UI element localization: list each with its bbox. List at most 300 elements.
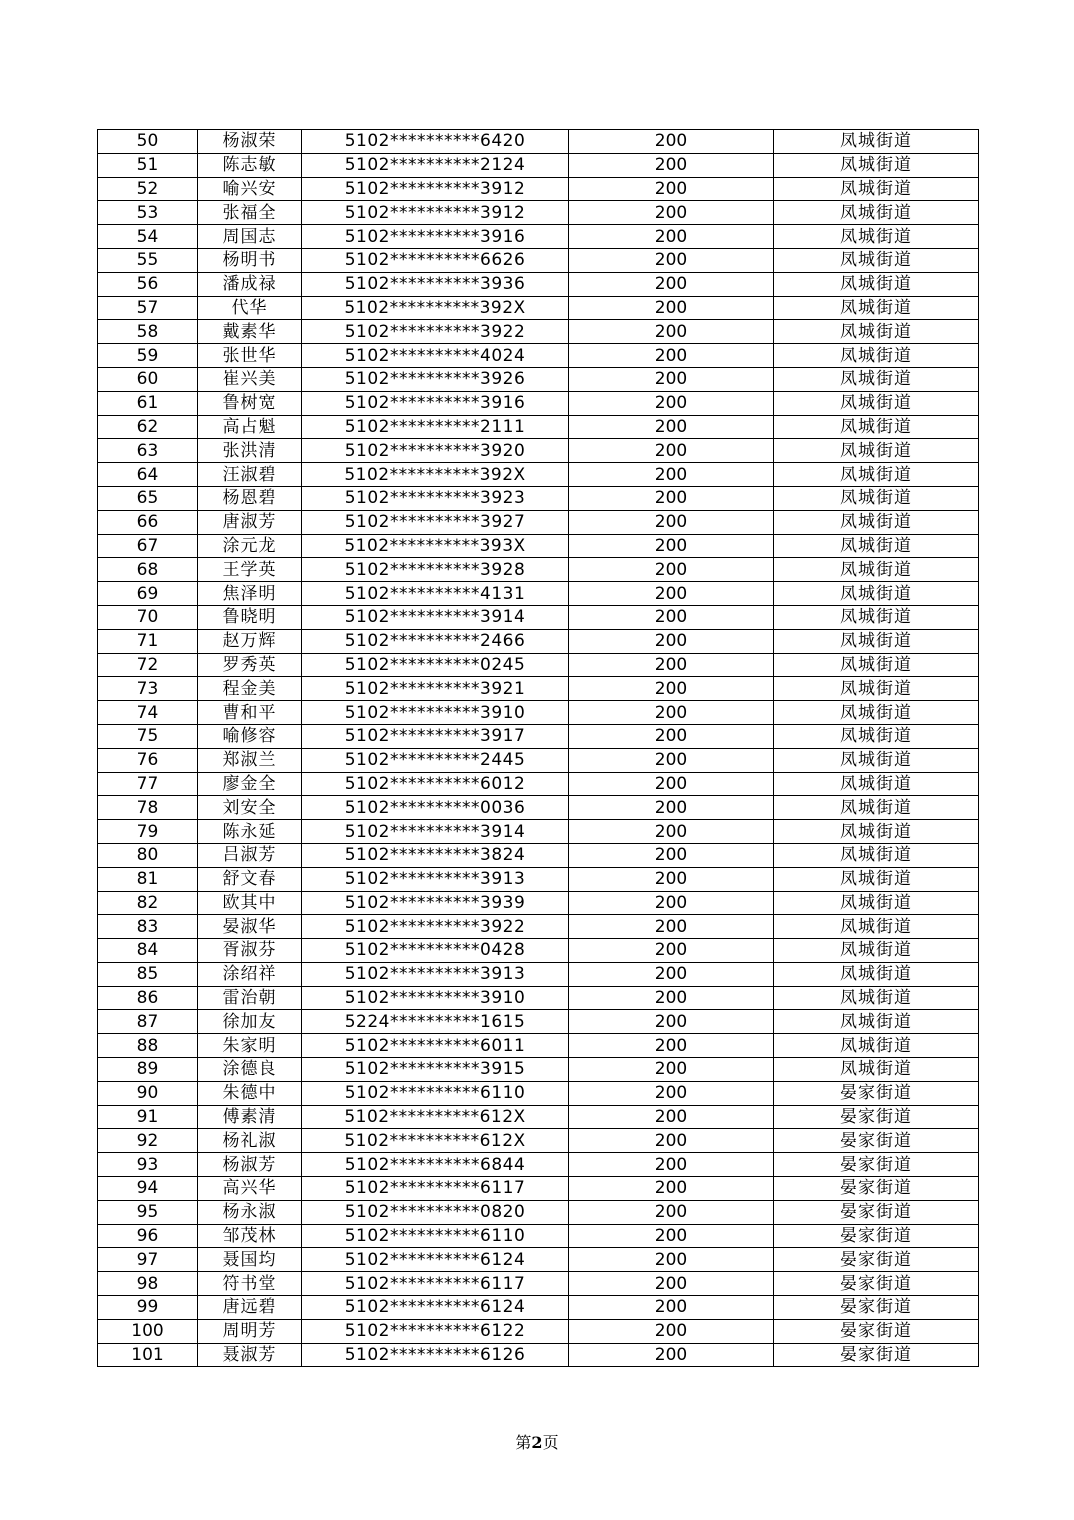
cell-subdistrict: 凤城街道 — [774, 772, 979, 796]
cell-id-number: 5102**********6844 — [302, 1153, 569, 1177]
table-row — [98, 510, 979, 534]
cell-name: 喻修容 — [198, 724, 302, 748]
cell-id-number: 5102**********6420 — [302, 130, 569, 154]
table-row — [98, 130, 979, 154]
table-row — [98, 415, 979, 439]
cell-id-number: 5102**********3926 — [302, 367, 569, 391]
table-row — [98, 1272, 979, 1296]
cell-name: 雷治朝 — [198, 986, 302, 1010]
cell-name: 焦泽明 — [198, 582, 302, 606]
table-row — [98, 272, 979, 296]
cell-subdistrict: 凤城街道 — [774, 986, 979, 1010]
cell-name: 张洪清 — [198, 439, 302, 463]
cell-name: 周国志 — [198, 225, 302, 249]
cell-number: 63 — [98, 439, 198, 463]
page-prefix: 第 — [515, 1433, 532, 1452]
cell-number: 51 — [98, 153, 198, 177]
cell-amount: 200 — [569, 748, 774, 772]
cell-id-number: 5102**********3824 — [302, 843, 569, 867]
cell-amount: 200 — [569, 724, 774, 748]
cell-id-number: 5102**********392X — [302, 463, 569, 487]
cell-number: 86 — [98, 986, 198, 1010]
table-row — [98, 177, 979, 201]
table-row — [98, 724, 979, 748]
cell-amount: 200 — [569, 653, 774, 677]
cell-name: 廖金全 — [198, 772, 302, 796]
cell-amount: 200 — [569, 272, 774, 296]
cell-subdistrict: 凤城街道 — [774, 701, 979, 725]
cell-name: 邹茂林 — [198, 1224, 302, 1248]
cell-subdistrict: 凤城街道 — [774, 796, 979, 820]
cell-subdistrict: 凤城街道 — [774, 439, 979, 463]
cell-number: 65 — [98, 486, 198, 510]
cell-subdistrict: 晏家街道 — [774, 1105, 979, 1129]
cell-name: 舒文春 — [198, 867, 302, 891]
cell-subdistrict: 凤城街道 — [774, 296, 979, 320]
cell-id-number: 5102**********3912 — [302, 201, 569, 225]
cell-number: 60 — [98, 367, 198, 391]
cell-number: 53 — [98, 201, 198, 225]
cell-name: 曹和平 — [198, 701, 302, 725]
table-row — [98, 344, 979, 368]
cell-name: 陈志敏 — [198, 153, 302, 177]
table-row — [98, 915, 979, 939]
cell-subdistrict: 凤城街道 — [774, 225, 979, 249]
cell-id-number: 5102**********3936 — [302, 272, 569, 296]
cell-amount: 200 — [569, 605, 774, 629]
cell-id-number: 5102**********6110 — [302, 1081, 569, 1105]
cell-subdistrict: 凤城街道 — [774, 463, 979, 487]
cell-name: 刘安全 — [198, 796, 302, 820]
cell-number: 54 — [98, 225, 198, 249]
cell-number: 94 — [98, 1177, 198, 1201]
cell-amount: 200 — [569, 130, 774, 154]
cell-id-number: 5102**********393X — [302, 534, 569, 558]
cell-subdistrict: 凤城街道 — [774, 558, 979, 582]
table-row — [98, 296, 979, 320]
table-row — [98, 677, 979, 701]
cell-number: 59 — [98, 344, 198, 368]
table-row — [98, 986, 979, 1010]
cell-amount: 200 — [569, 367, 774, 391]
cell-subdistrict: 晏家街道 — [774, 1129, 979, 1153]
cell-id-number: 5102**********6011 — [302, 1034, 569, 1058]
cell-name: 吕淑芳 — [198, 843, 302, 867]
cell-number: 80 — [98, 843, 198, 867]
cell-subdistrict: 晏家街道 — [774, 1272, 979, 1296]
table-row — [98, 1296, 979, 1320]
cell-name: 唐淑芳 — [198, 510, 302, 534]
cell-subdistrict: 凤城街道 — [774, 248, 979, 272]
cell-name: 戴素华 — [198, 320, 302, 344]
cell-amount: 200 — [569, 772, 774, 796]
cell-name: 胥淑芬 — [198, 939, 302, 963]
cell-name: 涂元龙 — [198, 534, 302, 558]
cell-number: 67 — [98, 534, 198, 558]
cell-id-number: 5102**********2445 — [302, 748, 569, 772]
cell-id-number: 5102**********3913 — [302, 962, 569, 986]
cell-amount: 200 — [569, 534, 774, 558]
cell-id-number: 5102**********3922 — [302, 320, 569, 344]
cell-subdistrict: 凤城街道 — [774, 1058, 979, 1082]
cell-id-number: 5102**********3914 — [302, 605, 569, 629]
cell-amount: 200 — [569, 1200, 774, 1224]
cell-id-number: 5224**********1615 — [302, 1010, 569, 1034]
cell-id-number: 5102**********6126 — [302, 1343, 569, 1367]
table-row — [98, 1153, 979, 1177]
cell-id-number: 5102**********6626 — [302, 248, 569, 272]
cell-number: 89 — [98, 1058, 198, 1082]
roster-table — [97, 129, 979, 1367]
cell-subdistrict: 凤城街道 — [774, 272, 979, 296]
cell-id-number: 5102**********3928 — [302, 558, 569, 582]
cell-subdistrict: 凤城街道 — [774, 677, 979, 701]
cell-name: 郑淑兰 — [198, 748, 302, 772]
cell-amount: 200 — [569, 225, 774, 249]
cell-amount: 200 — [569, 1010, 774, 1034]
cell-name: 崔兴美 — [198, 367, 302, 391]
cell-id-number: 5102**********3939 — [302, 891, 569, 915]
cell-subdistrict: 晏家街道 — [774, 1224, 979, 1248]
cell-id-number: 5102**********3916 — [302, 391, 569, 415]
cell-id-number: 5102**********6124 — [302, 1296, 569, 1320]
table-row — [98, 1248, 979, 1272]
cell-subdistrict: 晏家街道 — [774, 1081, 979, 1105]
cell-name: 涂德良 — [198, 1058, 302, 1082]
cell-name: 杨淑荣 — [198, 130, 302, 154]
cell-number: 77 — [98, 772, 198, 796]
cell-subdistrict: 凤城街道 — [774, 653, 979, 677]
cell-subdistrict: 凤城街道 — [774, 915, 979, 939]
cell-number: 98 — [98, 1272, 198, 1296]
cell-id-number: 5102**********6110 — [302, 1224, 569, 1248]
cell-amount: 200 — [569, 439, 774, 463]
table-row — [98, 320, 979, 344]
table-row — [98, 1319, 979, 1343]
cell-subdistrict: 凤城街道 — [774, 153, 979, 177]
table-row — [98, 248, 979, 272]
table-row — [98, 391, 979, 415]
cell-name: 高兴华 — [198, 1177, 302, 1201]
cell-amount: 200 — [569, 486, 774, 510]
cell-number: 85 — [98, 962, 198, 986]
cell-name: 杨明书 — [198, 248, 302, 272]
cell-name: 朱家明 — [198, 1034, 302, 1058]
cell-number: 79 — [98, 820, 198, 844]
cell-amount: 200 — [569, 1105, 774, 1129]
cell-amount: 200 — [569, 344, 774, 368]
cell-subdistrict: 凤城街道 — [774, 201, 979, 225]
cell-id-number: 5102**********3927 — [302, 510, 569, 534]
table-row — [98, 605, 979, 629]
cell-subdistrict: 晏家街道 — [774, 1296, 979, 1320]
cell-subdistrict: 凤城街道 — [774, 962, 979, 986]
cell-name: 张福全 — [198, 201, 302, 225]
cell-name: 涂绍祥 — [198, 962, 302, 986]
cell-number: 83 — [98, 915, 198, 939]
table-row — [98, 1081, 979, 1105]
cell-amount: 200 — [569, 629, 774, 653]
cell-number: 57 — [98, 296, 198, 320]
table-row — [98, 1105, 979, 1129]
cell-subdistrict: 凤城街道 — [774, 320, 979, 344]
table-row — [98, 939, 979, 963]
table-row — [98, 796, 979, 820]
cell-id-number: 5102**********3910 — [302, 701, 569, 725]
cell-number: 76 — [98, 748, 198, 772]
cell-subdistrict: 凤城街道 — [774, 534, 979, 558]
table-row — [98, 1034, 979, 1058]
cell-name: 赵万辉 — [198, 629, 302, 653]
cell-name: 聂淑芳 — [198, 1343, 302, 1367]
cell-subdistrict: 凤城街道 — [774, 843, 979, 867]
cell-id-number: 5102**********0820 — [302, 1200, 569, 1224]
cell-number: 68 — [98, 558, 198, 582]
cell-name: 代华 — [198, 296, 302, 320]
cell-subdistrict: 凤城街道 — [774, 486, 979, 510]
cell-subdistrict: 凤城街道 — [774, 820, 979, 844]
cell-number: 78 — [98, 796, 198, 820]
cell-amount: 200 — [569, 558, 774, 582]
cell-amount: 200 — [569, 153, 774, 177]
cell-amount: 200 — [569, 296, 774, 320]
cell-id-number: 5102**********2466 — [302, 629, 569, 653]
cell-name: 鲁晓明 — [198, 605, 302, 629]
cell-id-number: 5102**********6122 — [302, 1319, 569, 1343]
table-row — [98, 558, 979, 582]
cell-id-number: 5102**********0428 — [302, 939, 569, 963]
cell-amount: 200 — [569, 1177, 774, 1201]
cell-number: 92 — [98, 1129, 198, 1153]
cell-id-number: 5102**********3912 — [302, 177, 569, 201]
cell-number: 96 — [98, 1224, 198, 1248]
table-row — [98, 201, 979, 225]
cell-amount: 200 — [569, 939, 774, 963]
cell-amount: 200 — [569, 463, 774, 487]
cell-number: 55 — [98, 248, 198, 272]
cell-id-number: 5102**********3914 — [302, 820, 569, 844]
cell-number: 100 — [98, 1319, 198, 1343]
cell-subdistrict: 晏家街道 — [774, 1200, 979, 1224]
cell-number: 62 — [98, 415, 198, 439]
cell-number: 66 — [98, 510, 198, 534]
cell-amount: 200 — [569, 177, 774, 201]
cell-amount: 200 — [569, 415, 774, 439]
cell-id-number: 5102**********4024 — [302, 344, 569, 368]
cell-number: 64 — [98, 463, 198, 487]
cell-amount: 200 — [569, 1319, 774, 1343]
table-row — [98, 153, 979, 177]
cell-name: 杨恩碧 — [198, 486, 302, 510]
cell-name: 高占魁 — [198, 415, 302, 439]
cell-amount: 200 — [569, 320, 774, 344]
table-row — [98, 463, 979, 487]
cell-amount: 200 — [569, 1272, 774, 1296]
table-row — [98, 867, 979, 891]
cell-subdistrict: 凤城街道 — [774, 367, 979, 391]
roster-body — [98, 130, 979, 1367]
cell-number: 97 — [98, 1248, 198, 1272]
table-row — [98, 1058, 979, 1082]
cell-amount: 200 — [569, 1296, 774, 1320]
cell-number: 90 — [98, 1081, 198, 1105]
table-row — [98, 629, 979, 653]
cell-id-number: 5102**********3920 — [302, 439, 569, 463]
cell-amount: 200 — [569, 867, 774, 891]
table-row — [98, 653, 979, 677]
cell-amount: 200 — [569, 1081, 774, 1105]
cell-amount: 200 — [569, 796, 774, 820]
cell-number: 95 — [98, 1200, 198, 1224]
table-row — [98, 486, 979, 510]
cell-number: 50 — [98, 130, 198, 154]
cell-subdistrict: 晏家街道 — [774, 1319, 979, 1343]
cell-amount: 200 — [569, 582, 774, 606]
cell-amount: 200 — [569, 1153, 774, 1177]
cell-number: 93 — [98, 1153, 198, 1177]
cell-number: 82 — [98, 891, 198, 915]
cell-amount: 200 — [569, 248, 774, 272]
cell-number: 88 — [98, 1034, 198, 1058]
cell-subdistrict: 凤城街道 — [774, 582, 979, 606]
table-row — [98, 582, 979, 606]
cell-number: 81 — [98, 867, 198, 891]
cell-name: 杨淑芳 — [198, 1153, 302, 1177]
cell-id-number: 5102**********3916 — [302, 225, 569, 249]
cell-name: 喻兴安 — [198, 177, 302, 201]
cell-amount: 200 — [569, 986, 774, 1010]
cell-name: 张世华 — [198, 344, 302, 368]
cell-number: 56 — [98, 272, 198, 296]
cell-name: 晏淑华 — [198, 915, 302, 939]
cell-name: 朱德中 — [198, 1081, 302, 1105]
cell-id-number: 5102**********6117 — [302, 1272, 569, 1296]
cell-number: 72 — [98, 653, 198, 677]
table-row — [98, 439, 979, 463]
cell-id-number: 5102**********3922 — [302, 915, 569, 939]
cell-id-number: 5102**********6124 — [302, 1248, 569, 1272]
page-suffix: 页 — [542, 1433, 559, 1452]
table-row — [98, 1343, 979, 1367]
cell-number: 61 — [98, 391, 198, 415]
cell-id-number: 5102**********612X — [302, 1129, 569, 1153]
cell-name: 傅素清 — [198, 1105, 302, 1129]
cell-id-number: 5102**********612X — [302, 1105, 569, 1129]
cell-number: 74 — [98, 701, 198, 725]
cell-id-number: 5102**********392X — [302, 296, 569, 320]
cell-name: 唐远碧 — [198, 1296, 302, 1320]
cell-id-number: 5102**********4131 — [302, 582, 569, 606]
cell-amount: 200 — [569, 1058, 774, 1082]
table-row — [98, 962, 979, 986]
cell-number: 101 — [98, 1343, 198, 1367]
cell-id-number: 5102**********3915 — [302, 1058, 569, 1082]
cell-number: 91 — [98, 1105, 198, 1129]
cell-subdistrict: 凤城街道 — [774, 391, 979, 415]
cell-subdistrict: 凤城街道 — [774, 724, 979, 748]
table-row — [98, 1129, 979, 1153]
cell-amount: 200 — [569, 891, 774, 915]
table-row — [98, 225, 979, 249]
cell-amount: 200 — [569, 1224, 774, 1248]
cell-name: 杨永淑 — [198, 1200, 302, 1224]
table-row — [98, 534, 979, 558]
cell-number: 75 — [98, 724, 198, 748]
cell-name: 欧其中 — [198, 891, 302, 915]
table-row — [98, 701, 979, 725]
cell-subdistrict: 凤城街道 — [774, 344, 979, 368]
cell-name: 罗秀英 — [198, 653, 302, 677]
cell-id-number: 5102**********3917 — [302, 724, 569, 748]
cell-amount: 200 — [569, 1248, 774, 1272]
table-row — [98, 1224, 979, 1248]
table-row — [98, 772, 979, 796]
cell-name: 程金美 — [198, 677, 302, 701]
cell-number: 73 — [98, 677, 198, 701]
cell-subdistrict: 凤城街道 — [774, 605, 979, 629]
cell-name: 汪淑碧 — [198, 463, 302, 487]
table-row — [98, 891, 979, 915]
cell-id-number: 5102**********3921 — [302, 677, 569, 701]
cell-amount: 200 — [569, 701, 774, 725]
cell-id-number: 5102**********0245 — [302, 653, 569, 677]
cell-number: 84 — [98, 939, 198, 963]
cell-subdistrict: 晏家街道 — [774, 1248, 979, 1272]
cell-id-number: 5102**********6012 — [302, 772, 569, 796]
cell-id-number: 5102**********0036 — [302, 796, 569, 820]
cell-subdistrict: 晏家街道 — [774, 1177, 979, 1201]
cell-number: 71 — [98, 629, 198, 653]
cell-id-number: 5102**********6117 — [302, 1177, 569, 1201]
table-row — [98, 843, 979, 867]
cell-name: 陈永延 — [198, 820, 302, 844]
cell-subdistrict: 凤城街道 — [774, 510, 979, 534]
cell-id-number: 5102**********3923 — [302, 486, 569, 510]
cell-number: 58 — [98, 320, 198, 344]
cell-amount: 200 — [569, 1343, 774, 1367]
cell-name: 杨礼淑 — [198, 1129, 302, 1153]
cell-amount: 200 — [569, 843, 774, 867]
cell-number: 52 — [98, 177, 198, 201]
cell-subdistrict: 凤城街道 — [774, 1034, 979, 1058]
table-row — [98, 367, 979, 391]
cell-amount: 200 — [569, 510, 774, 534]
cell-amount: 200 — [569, 677, 774, 701]
cell-id-number: 5102**********2111 — [302, 415, 569, 439]
cell-name: 周明芳 — [198, 1319, 302, 1343]
cell-subdistrict: 晏家街道 — [774, 1343, 979, 1367]
cell-subdistrict: 凤城街道 — [774, 629, 979, 653]
cell-subdistrict: 凤城街道 — [774, 130, 979, 154]
page-number: 2 — [531, 1433, 543, 1452]
cell-id-number: 5102**********3913 — [302, 867, 569, 891]
cell-subdistrict: 晏家街道 — [774, 1153, 979, 1177]
cell-amount: 200 — [569, 201, 774, 225]
cell-amount: 200 — [569, 962, 774, 986]
cell-name: 符书堂 — [198, 1272, 302, 1296]
page-footer — [0, 1430, 1074, 1453]
cell-name: 鲁树宽 — [198, 391, 302, 415]
cell-subdistrict: 凤城街道 — [774, 867, 979, 891]
cell-number: 87 — [98, 1010, 198, 1034]
cell-subdistrict: 凤城街道 — [774, 748, 979, 772]
table-row — [98, 748, 979, 772]
cell-subdistrict: 凤城街道 — [774, 415, 979, 439]
cell-name: 潘成禄 — [198, 272, 302, 296]
cell-name: 王学英 — [198, 558, 302, 582]
cell-subdistrict: 凤城街道 — [774, 177, 979, 201]
cell-amount: 200 — [569, 1034, 774, 1058]
